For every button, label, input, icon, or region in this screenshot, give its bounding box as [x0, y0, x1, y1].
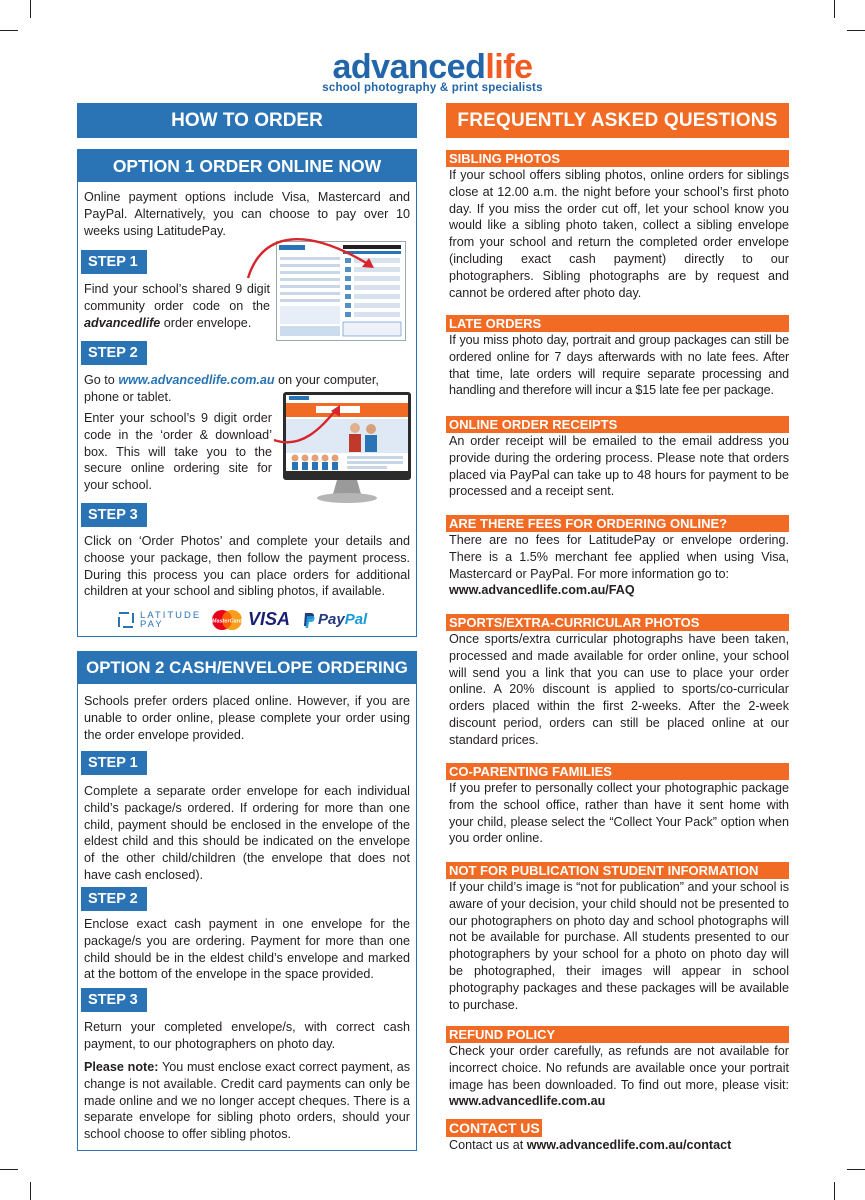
paypal-wordmark-pal: Pal — [344, 611, 368, 628]
faq-sibling-text: If your school offers sibling photos, online orders for siblings close at 12.00 a.m. the night before your school’s first photo day. If you miss the order cut off, let your school know you would like a sibling photo taken, collect a sibling envelope from your school and return the completed order envelope (including exact cash payment) directly to our photographers. Sibling photographs are by request and cannot be ordered after photo day. — [449, 168, 789, 300]
crop-mark — [834, 0, 835, 18]
faq-refund-title: REFUND POLICY — [446, 1026, 789, 1043]
logo-tagline: school photography & print specialists — [322, 82, 543, 94]
option2-intro: Schools prefer orders placed online. However, if you are unable to order online, please complete your order using the order envelope provided. — [84, 694, 410, 742]
visa-wordmark: VISA — [248, 609, 291, 629]
step2-url-link[interactable]: www.advancedlife.com.au — [118, 373, 275, 387]
option1-box — [77, 149, 417, 637]
crop-mark — [847, 30, 865, 31]
step2-post: on your computer, phone or tablet. — [84, 373, 379, 404]
option2-note — [84, 1059, 410, 1143]
how-to-order-header: HOW TO ORDER — [77, 103, 417, 138]
faq-contact-title: CONTACT US — [446, 1119, 542, 1137]
faq-late-title: LATE ORDERS — [446, 315, 789, 332]
step1-text-b: order envelope. — [163, 315, 252, 330]
logo-wordmark-part1: advanced — [332, 48, 486, 86]
faq-late-text: If you miss photo day, portrait and group packages can still be ordered online for 7 days afterwards with no late fees. After that time, late orders will require separate processing and handling and therefore will incur a $15 late fee per package. — [449, 333, 789, 398]
crop-mark — [847, 1169, 865, 1170]
paypal-icon — [302, 612, 316, 629]
faq-fees-body: There are no fees for LatitudePay or envelope ordering. There is a 1.5% merchant fee applied when using Visa, Mastercard or PayPal. For more information go to: — [449, 533, 789, 581]
option2-box — [77, 651, 417, 1151]
faq-sibling-title: SIBLING PHOTOS — [446, 150, 789, 167]
faq-sports-text: Once sports/extra curricular photographs have been taken, processed and made available for order online, your school will send you a link that you can use to place your order online. A 20% discount is applied to sports/co-curricular orders placed within the first 2-weeks. After the 2-week discount period, orders can still be placed online at our standard prices. — [449, 632, 789, 747]
option2-title: OPTION 2 CASH/ENVELOPE ORDERING — [78, 652, 416, 684]
faq-receipts-text: An order receipt will be emailed to the email address you provide during the ordering process. Please note that orders placed via PayPal can take up to 48 hours for payment to be processed and a receipt sent. — [449, 434, 789, 499]
note-label: Please note: — [84, 1060, 159, 1074]
step1-text-a: Find your school’s shared 9 digit community order code on the — [84, 282, 270, 313]
crop-mark — [834, 1182, 835, 1200]
option2-step3-text: Return your completed envelope/s, with correct cash payment, to our photographers on photo day. — [84, 1020, 410, 1051]
faq-header: FREQUENTLY ASKED QUESTIONS — [446, 103, 789, 138]
option2-step2-text: Enclose exact cash payment in one envelope for the package/s you are ordering. Payment for more than one child should be in the eldest child’s envelope and marked at the bottom of the envelope in the space provided. — [84, 917, 410, 982]
option2-step1-text: Complete a separate order envelope for each individual child’s package/s ordered. If ordering for more than one child, payment should be enclosed in the envelope of the eldest child and this should be indicated on the envelope of the other child/children (the envelope that does not have cash enclosed). — [84, 784, 410, 882]
faq-refund-text — [449, 1043, 789, 1110]
payment-logos — [118, 608, 378, 632]
faq-receipts-title: ONLINE ORDER RECEIPTS — [446, 416, 789, 433]
faq-nfp-title: NOT FOR PUBLICATION STUDENT INFORMATION — [446, 862, 789, 879]
option2-step1-badge: STEP 1 — [81, 751, 147, 775]
faq-fees-text — [449, 532, 789, 599]
option1-step1-badge: STEP 1 — [81, 250, 147, 274]
option1-intro: Online payment options include Visa, Mastercard and PayPal. Alternatively, you can choose to pay over 10 weeks using LatitudePay. — [84, 190, 410, 238]
faq-coparent-title: CO-PARENTING FAMILIES — [446, 763, 789, 780]
faq-contact-link[interactable]: www.advancedlife.com.au/contact — [526, 1138, 732, 1152]
crop-mark — [30, 0, 31, 18]
step1-brand: advancedlife — [84, 315, 161, 330]
option1-step2-badge: STEP 2 — [81, 341, 147, 365]
pointer-arrows — [78, 150, 416, 490]
crop-mark — [30, 1182, 31, 1200]
faq-coparent-text: If you prefer to personally collect your photographic package from the school office, rather than have it sent home with your child, please select the “Collect Your Pack” option when you order online. — [449, 781, 789, 846]
option2-step2-badge: STEP 2 — [81, 887, 147, 911]
option1-title: OPTION 1 ORDER ONLINE NOW — [78, 150, 416, 182]
option1-step3-badge: STEP 3 — [81, 503, 147, 527]
option1-step3-text: Click on ‘Order Photos’ and complete your details and choose your package, then follow the payment process. During this process you can place orders for additional children at your school and sibling photos, if available. — [84, 534, 410, 599]
paypal-wordmark-pay: Pay — [318, 611, 345, 628]
mastercard-icon — [210, 609, 244, 631]
logo-wordmark-part2: life — [485, 48, 533, 86]
faq-column — [446, 103, 789, 138]
latitudepay-icon — [118, 612, 134, 628]
latitudepay-wordmark: LATITUDE — [140, 610, 202, 621]
step2-pre: Go to — [84, 373, 115, 387]
faq-refund-body: Check your order carefully, as refunds are not available for incorrect choice. No refunds are available once your portrait image has been downloaded. To find out more, please visit: — [449, 1044, 789, 1092]
latitudepay-wordmark-pay: PAY — [140, 619, 164, 630]
how-to-order-column — [77, 103, 417, 138]
faq-refund-link[interactable]: www.advancedlife.com.au — [449, 1094, 606, 1109]
crop-mark — [0, 30, 18, 31]
crop-mark — [0, 1169, 18, 1170]
mastercard-wordmark: MasterCard — [211, 618, 243, 625]
faq-contact-text — [449, 1137, 789, 1154]
faq-sports-title: SPORTS/EXTRA-CURRICULAR PHOTOS — [446, 614, 789, 631]
option2-step3-badge: STEP 3 — [81, 988, 147, 1012]
note-text: You must enclose exact correct payment, as change is not available. Credit card payments can only be made online and we no longer accept cheques. There is a separate envelope for sibling photo orders, should your school choose to offer sibling photos. — [84, 1060, 410, 1142]
brand-logo — [0, 50, 865, 94]
faq-fees-link[interactable]: www.advancedlife.com.au/FAQ — [449, 583, 635, 598]
paypal-wordmark — [318, 611, 367, 628]
faq-contact-body: Contact us at — [449, 1138, 524, 1152]
option1-step2-subtext: Enter your school’s 9 digit order code in the ‘order & download’ box. This will take you to the secure online ordering site for your school. — [84, 411, 272, 493]
faq-nfp-text: If your child’s image is “not for publication” and your school is aware of your decision, your child should not be presented to our photographers on photo day and school photographs will not be available for purchase. All students presented to our photographers by your school for a photo on photo day will be photographed, their images will appear in school photography packages and these packages will be available to purchase. — [449, 880, 789, 1012]
faq-fees-title: ARE THERE FEES FOR ORDERING ONLINE? — [446, 515, 789, 532]
